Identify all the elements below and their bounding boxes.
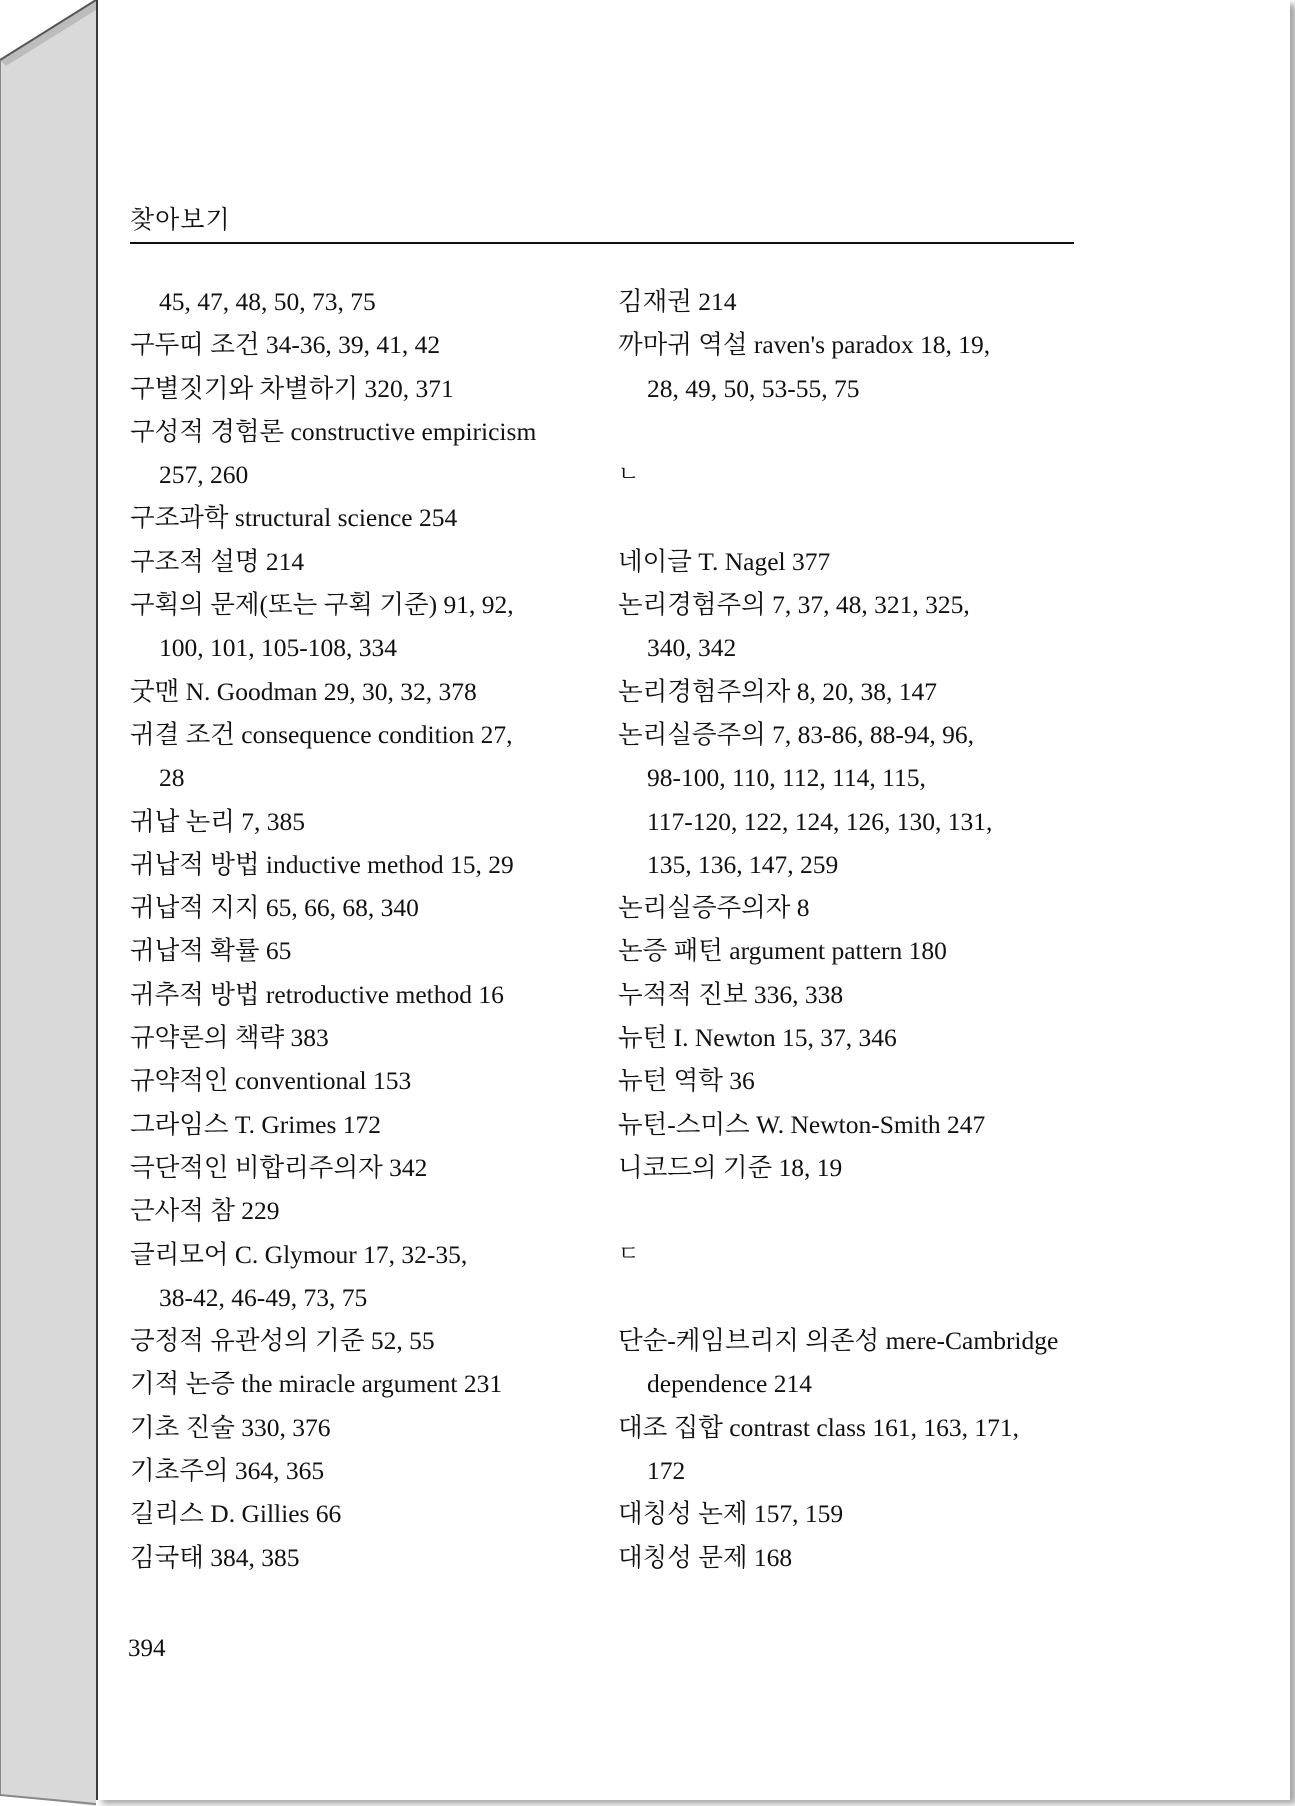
index-entry: 구조과학 structural science 254 [130, 503, 458, 533]
index-entry: 기초 진술 330, 376 [130, 1412, 331, 1442]
index-entry: 귀납적 확률 65 [130, 936, 292, 966]
index-entry: 대칭성 문제 168 [618, 1542, 793, 1572]
spacer [618, 496, 1088, 539]
index-entry: 귀납적 방법 inductive method 15, 29 [130, 849, 514, 879]
index-entry: 논리경험주의자 8, 20, 38, 147 [618, 676, 938, 706]
index-entry: 뉴턴 I. Newton 15, 37, 346 [618, 1023, 897, 1053]
index-entry: 네이글 T. Nagel 377 [618, 546, 831, 576]
index-entry: 귀추적 방법 retroductive method 16 [130, 979, 504, 1009]
index-entry: 길리스 D. Gillies 66 [130, 1499, 342, 1529]
index-entry: 28 [159, 763, 185, 793]
index-entry: 규약적인 conventional 153 [130, 1066, 412, 1096]
index-entry: 45, 47, 48, 50, 73, 75 [159, 287, 376, 316]
index-entry: 117-120, 122, 124, 126, 130, 131, [647, 806, 993, 836]
section-letter: ㄷ [618, 1241, 640, 1267]
section-letter: ㄴ [618, 462, 640, 488]
index-entry: 근사적 참 229 [130, 1196, 280, 1226]
index-entry: 논리실증주의자 8 [618, 893, 810, 923]
index-entry: 니코드의 기준 18, 19 [618, 1152, 843, 1182]
index-entry: 귀납 논리 7, 385 [130, 806, 306, 836]
index-entry: 뉴턴 역학 36 [618, 1066, 755, 1096]
index-entry: 구획의 문제(또는 구획 기준) 91, 92, [130, 590, 514, 620]
index-entry: 극단적인 비합리주의자 342 [130, 1152, 428, 1182]
index-entry: 대조 집합 contrast class 161, 163, 171, [618, 1412, 1019, 1442]
index-entry: 뉴턴-스미스 W. Newton-Smith 247 [618, 1109, 986, 1139]
index-entry: 340, 342 [647, 633, 737, 663]
index-entry: 김국태 384, 385 [130, 1542, 300, 1572]
index-entry: 기적 논증 the miracle argument 231 [130, 1369, 503, 1399]
page-number: 394 [128, 1635, 166, 1662]
index-entry: 28, 49, 50, 53-55, 75 [647, 373, 860, 403]
index-entry: 100, 101, 105-108, 334 [159, 633, 397, 663]
index-entry: 172 [647, 1456, 686, 1486]
index-column-right [618, 280, 1088, 1579]
spacer [618, 410, 1088, 453]
index-entry: 논리경험주의 7, 37, 48, 321, 325, [618, 590, 970, 620]
index-entry: 135, 136, 147, 259 [647, 849, 839, 879]
index-entry: 그라임스 T. Grimes 172 [130, 1109, 382, 1139]
index-entry: 누적적 진보 336, 338 [618, 979, 844, 1009]
index-entry: 논증 패턴 argument pattern 180 [618, 936, 947, 966]
index-entry: 단순-케임브리지 의존성 mere-Cambridge [618, 1326, 1059, 1356]
index-column-left [130, 280, 580, 1579]
spacer [618, 1276, 1088, 1319]
index-entry: 김재권 214 [618, 287, 737, 316]
spacer [618, 1189, 1088, 1232]
index-entry: 257, 260 [159, 460, 249, 490]
index-entry: 구조적 설명 214 [130, 546, 305, 576]
index-entry: 기초주의 364, 365 [130, 1456, 325, 1486]
index-entry: 구두띠 조건 34-36, 39, 41, 42 [130, 330, 441, 360]
index-entry: 98-100, 110, 112, 114, 115, [647, 763, 926, 793]
running-head: 찾아보기 [130, 200, 1074, 244]
index-entry: 귀납적 지지 65, 66, 68, 340 [130, 893, 419, 923]
index-entry: 굿맨 N. Goodman 29, 30, 32, 378 [130, 676, 477, 706]
index-entry: dependence 214 [647, 1369, 812, 1399]
index-entry: 규약론의 책략 383 [130, 1023, 329, 1053]
index-entry: 대칭성 논제 157, 159 [618, 1499, 844, 1529]
index-entry: 구별짓기와 차별하기 320, 371 [130, 373, 454, 403]
index-entry: 까마귀 역설 raven's paradox 18, 19, [618, 330, 991, 360]
index-entry: 귀결 조건 consequence condition 27, [130, 719, 513, 749]
index-entry: 글리모어 C. Glymour 17, 32-35, [130, 1239, 468, 1269]
index-entry: 38-42, 46-49, 73, 75 [159, 1282, 368, 1312]
index-entry: 구성적 경험론 constructive empiricism [130, 416, 537, 446]
index-entry: 긍정적 유관성의 기준 52, 55 [130, 1326, 435, 1356]
index-entry: 논리실증주의 7, 83-86, 88-94, 96, [618, 719, 975, 749]
